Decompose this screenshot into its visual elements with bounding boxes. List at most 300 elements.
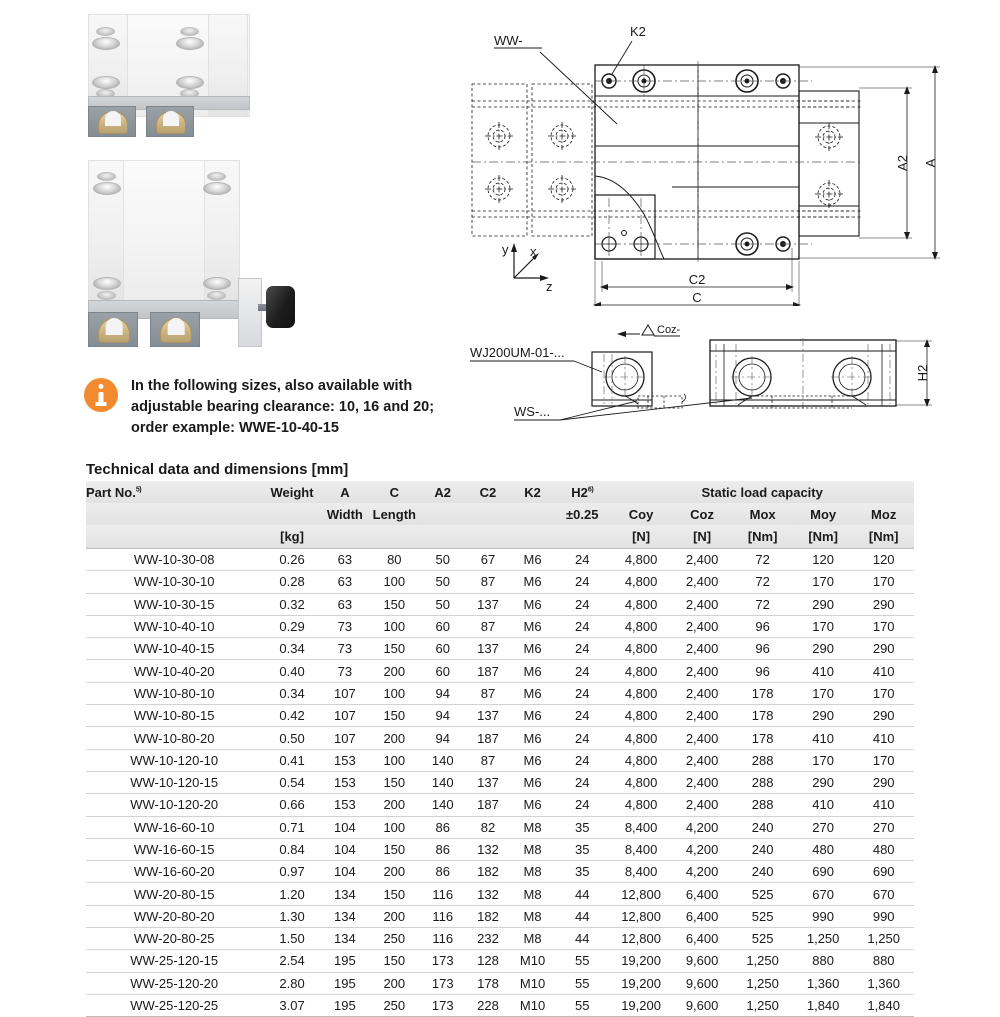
cell-moz: 120 [853,549,914,571]
cell-moy: 1,840 [793,994,854,1016]
cell-moz: 410 [853,660,914,682]
cell-a2: 86 [421,838,465,860]
cell-weight: 0.42 [262,705,321,727]
cell-moz: 290 [853,771,914,793]
cell-part-no: WW-25-120-25 [86,994,262,1016]
table-row [86,705,914,727]
cell-coy: 4,800 [610,593,672,615]
product-photo-with-clamp [88,160,318,345]
drawing-label-a: A [923,158,938,168]
cell-weight: 0.28 [262,571,321,593]
cell-c2: 137 [465,771,511,793]
cell-a: 63 [322,549,368,571]
drawing-label-c2: C2 [688,272,706,287]
cell-c2: 187 [465,794,511,816]
cell-c: 200 [368,905,421,927]
cell-c2: 182 [465,861,511,883]
cell-c2: 132 [465,838,511,860]
screw-hole [207,291,226,300]
column-unit-blank [86,525,262,549]
cell-coy: 4,800 [610,749,672,771]
column-unit-moy: [Nm] [793,525,854,549]
cell-mox: 288 [732,771,793,793]
cell-mox: 96 [732,660,793,682]
cell-h2: 35 [554,861,610,883]
cell-part-no: WW-10-80-10 [86,682,262,704]
cell-c2: 87 [465,749,511,771]
cell-k2: M6 [511,638,554,660]
table-row [86,549,914,571]
cell-h2: 24 [554,615,610,637]
cell-weight: 0.26 [262,549,321,571]
cell-coz: 2,400 [672,615,733,637]
carriage-foot-left [88,106,136,137]
column-unit-blank [511,525,554,549]
cell-c: 80 [368,549,421,571]
cell-coy: 4,800 [610,660,672,682]
cell-c2: 87 [465,615,511,637]
cell-k2: M6 [511,682,554,704]
cell-weight: 0.32 [262,593,321,615]
cell-c: 100 [368,571,421,593]
cell-k2: M6 [511,571,554,593]
table-row [86,883,914,905]
screw-hole [96,27,115,36]
cell-c2: 87 [465,682,511,704]
column-group-header-static-load-capacity: Static load capacity [610,481,914,503]
cell-moz: 1,250 [853,928,914,950]
cell-mox: 72 [732,593,793,615]
column-header-k2: K2 [511,481,554,503]
cell-weight: 0.29 [262,615,321,637]
cell-coy: 4,800 [610,794,672,816]
screw-hole [180,27,199,36]
cell-a: 104 [322,861,368,883]
cell-part-no: WW-20-80-25 [86,928,262,950]
cell-coz: 2,400 [672,660,733,682]
cell-coy: 19,200 [610,994,672,1016]
cell-weight: 0.34 [262,638,321,660]
cell-h2: 44 [554,928,610,950]
info-note-line: In the following sizes, also available with [131,378,413,394]
cell-c2: 137 [465,593,511,615]
cell-c: 100 [368,749,421,771]
drawing-label-axis-z: z [546,279,553,294]
cell-moz: 410 [853,727,914,749]
screw-hole [97,172,116,181]
cell-moy: 690 [793,861,854,883]
cell-coz: 2,400 [672,771,733,793]
cell-c: 250 [368,928,421,950]
cell-k2: M8 [511,883,554,905]
cell-mox: 72 [732,549,793,571]
cell-c2: 67 [465,549,511,571]
cell-k2: M6 [511,549,554,571]
cell-coy: 4,800 [610,682,672,704]
cell-coz: 2,400 [672,727,733,749]
cell-a: 195 [322,950,368,972]
cell-part-no: WW-25-120-20 [86,972,262,994]
cell-a2: 60 [421,638,465,660]
table-row [86,615,914,637]
cell-h2: 24 [554,571,610,593]
cell-moy: 990 [793,905,854,927]
column-subheader-blank [262,503,321,525]
table-row [86,928,914,950]
cell-coy: 4,800 [610,705,672,727]
cell-a2: 94 [421,682,465,704]
drawing-label-h2: H2 [915,364,930,382]
drawing-label-k2: K2 [630,24,646,39]
cell-mox: 72 [732,571,793,593]
cell-c2: 87 [465,571,511,593]
cell-moz: 1,840 [853,994,914,1016]
cell-mox: 525 [732,883,793,905]
cell-a: 153 [322,794,368,816]
cell-moz: 410 [853,794,914,816]
cell-coz: 4,200 [672,861,733,883]
cell-c: 150 [368,705,421,727]
cell-c: 150 [368,838,421,860]
column-subheader-moy: Moy [793,503,854,525]
column-unit-blank [465,525,511,549]
cell-c: 200 [368,660,421,682]
cell-c: 100 [368,682,421,704]
carriage-foot-right [150,312,200,347]
cell-a: 63 [322,571,368,593]
cell-a2: 140 [421,749,465,771]
cell-k2: M8 [511,861,554,883]
cell-mox: 96 [732,638,793,660]
screw-hole [93,277,121,290]
cell-moy: 170 [793,571,854,593]
cell-mox: 178 [732,682,793,704]
cell-c2: 187 [465,727,511,749]
cell-c2: 82 [465,816,511,838]
cell-mox: 525 [732,905,793,927]
table-row [86,771,914,793]
column-unit-coz: [N] [672,525,733,549]
cell-h2: 44 [554,883,610,905]
cell-coy: 4,800 [610,615,672,637]
cell-c2: 228 [465,994,511,1016]
cell-c: 200 [368,794,421,816]
cell-moy: 170 [793,682,854,704]
cell-coy: 12,800 [610,928,672,950]
screw-hole [207,172,226,181]
cell-coz: 2,400 [672,705,733,727]
table-row [86,749,914,771]
screw-hole [176,76,204,89]
table-row [86,905,914,927]
cell-moz: 670 [853,883,914,905]
cell-weight: 0.34 [262,682,321,704]
screw-hole [97,291,116,300]
cell-part-no: WW-10-120-20 [86,794,262,816]
cell-moz: 170 [853,749,914,771]
technical-drawing-section-view [452,308,992,428]
column-subheader-length: Length [368,503,421,525]
technical-drawing-top-view [452,6,992,306]
bronze-bushing [160,318,192,344]
cell-k2: M6 [511,771,554,793]
cell-a2: 86 [421,861,465,883]
cell-moy: 1,250 [793,928,854,950]
cell-c2: 137 [465,638,511,660]
cell-a2: 116 [421,928,465,950]
cell-moz: 170 [853,682,914,704]
cell-a2: 94 [421,727,465,749]
cell-part-no: WW-10-40-20 [86,660,262,682]
cell-mox: 240 [732,838,793,860]
cell-part-no: WW-10-40-15 [86,638,262,660]
cell-coz: 2,400 [672,549,733,571]
cell-mox: 1,250 [732,972,793,994]
cell-weight: 1.30 [262,905,321,927]
carriage-foot-right [146,106,194,137]
cell-a: 73 [322,660,368,682]
cell-a2: 60 [421,660,465,682]
column-subheader-coy: Coy [610,503,672,525]
cell-h2: 55 [554,972,610,994]
cell-c: 100 [368,816,421,838]
cell-a2: 50 [421,549,465,571]
column-header-c: C [368,481,421,503]
drawing-label-axis-y: y [502,242,509,257]
cell-c: 200 [368,972,421,994]
cell-c: 150 [368,771,421,793]
cell-weight: 0.84 [262,838,321,860]
cell-moy: 120 [793,549,854,571]
info-note-line: adjustable bearing clearance: 10, 16 and 20; [131,399,435,415]
cell-moy: 170 [793,749,854,771]
column-subheader-coz: Coz [672,503,733,525]
cell-part-no: WW-16-60-20 [86,861,262,883]
cell-mox: 178 [732,727,793,749]
cell-k2: M8 [511,928,554,950]
table-row [86,950,914,972]
cell-moy: 410 [793,660,854,682]
cell-moy: 410 [793,794,854,816]
screw-hole [176,37,204,50]
column-unit-weight: [kg] [262,525,321,549]
cell-a: 63 [322,593,368,615]
cell-moy: 290 [793,705,854,727]
cell-moy: 480 [793,838,854,860]
cell-h2: 24 [554,682,610,704]
cell-moz: 290 [853,638,914,660]
cell-coy: 8,400 [610,838,672,860]
cell-weight: 0.71 [262,816,321,838]
cell-a: 134 [322,928,368,950]
cell-c: 150 [368,593,421,615]
column-subheader-blank [421,503,465,525]
cell-coz: 2,400 [672,638,733,660]
cell-coy: 12,800 [610,883,672,905]
cell-c2: 132 [465,883,511,905]
cell-part-no: WW-10-80-15 [86,705,262,727]
cell-coz: 2,400 [672,593,733,615]
cell-a: 73 [322,638,368,660]
cell-k2: M6 [511,593,554,615]
cell-coy: 8,400 [610,816,672,838]
cell-h2: 24 [554,549,610,571]
cell-mox: 178 [732,705,793,727]
cell-coz: 2,400 [672,571,733,593]
cell-c: 100 [368,615,421,637]
cell-mox: 288 [732,749,793,771]
cell-h2: 55 [554,950,610,972]
cell-part-no: WW-10-30-15 [86,593,262,615]
cell-k2: M10 [511,972,554,994]
cell-h2: 24 [554,771,610,793]
cell-coy: 4,800 [610,771,672,793]
cell-c2: 137 [465,705,511,727]
cell-k2: M6 [511,727,554,749]
cell-a2: 116 [421,905,465,927]
column-unit-mox: [Nm] [732,525,793,549]
screw-hole [92,76,120,89]
cell-coz: 9,600 [672,994,733,1016]
cell-weight: 2.54 [262,950,321,972]
cell-a: 134 [322,905,368,927]
cell-weight: 0.50 [262,727,321,749]
table-row [86,682,914,704]
screw-hole [203,277,231,290]
cell-c2: 128 [465,950,511,972]
cell-coy: 19,200 [610,950,672,972]
cell-mox: 240 [732,816,793,838]
cell-coz: 4,200 [672,816,733,838]
cell-h2: 24 [554,705,610,727]
cell-weight: 0.54 [262,771,321,793]
info-note-line: order example: WWE-10-40-15 [131,420,339,436]
cell-coz: 6,400 [672,883,733,905]
cell-c: 200 [368,861,421,883]
cell-mox: 288 [732,794,793,816]
bronze-bushing [156,111,187,134]
cell-k2: M6 [511,660,554,682]
cell-coz: 2,400 [672,749,733,771]
column-header-h2: H2$^{6)}$ [554,481,610,503]
cell-h2: 55 [554,994,610,1016]
cell-part-no: WW-10-30-08 [86,549,262,571]
cell-moz: 290 [853,705,914,727]
table-row [86,861,914,883]
cell-h2: 24 [554,660,610,682]
cell-part-no: WW-10-120-10 [86,749,262,771]
table-header [86,481,914,549]
column-header-c2: C2 [465,481,511,503]
cell-part-no: WW-10-40-10 [86,615,262,637]
cell-moz: 690 [853,861,914,883]
cell-k2: M6 [511,705,554,727]
column-unit-blank [322,525,368,549]
cell-a: 104 [322,838,368,860]
column-subheader-blank [86,503,262,525]
info-note [84,376,484,439]
info-note-text [131,376,434,439]
column-subheader-blank [511,503,554,525]
cell-part-no: WW-25-120-15 [86,950,262,972]
cell-c2: 178 [465,972,511,994]
cell-h2: 24 [554,638,610,660]
cell-a2: 116 [421,883,465,905]
screw-hole [203,182,231,195]
cell-coy: 8,400 [610,861,672,883]
cell-coy: 4,800 [610,638,672,660]
cell-a2: 173 [421,950,465,972]
cell-coz: 2,400 [672,794,733,816]
table-row [86,593,914,615]
table-row [86,816,914,838]
cell-a: 107 [322,727,368,749]
cell-moy: 880 [793,950,854,972]
cell-a: 73 [322,615,368,637]
cell-a: 153 [322,749,368,771]
cell-c2: 182 [465,905,511,927]
cell-mox: 1,250 [732,950,793,972]
cell-moz: 170 [853,615,914,637]
cell-h2: 24 [554,749,610,771]
cell-coz: 2,400 [672,682,733,704]
cell-moy: 1,360 [793,972,854,994]
cell-coz: 9,600 [672,972,733,994]
cell-h2: 35 [554,816,610,838]
column-unit-coy: [N] [610,525,672,549]
cell-coz: 6,400 [672,905,733,927]
table-row [86,571,914,593]
cell-c: 150 [368,638,421,660]
product-photo-front-view [88,14,248,144]
cell-moy: 270 [793,816,854,838]
table-row [86,727,914,749]
cell-moy: 290 [793,638,854,660]
cell-a: 107 [322,682,368,704]
column-subheader-h2-tolerance: ±0.25 [554,503,610,525]
cell-a: 195 [322,994,368,1016]
table-row [86,660,914,682]
cell-moz: 290 [853,593,914,615]
column-header-weight: Weight [262,481,321,503]
cell-a2: 173 [421,972,465,994]
cell-weight: 0.40 [262,660,321,682]
cell-a: 104 [322,816,368,838]
cell-k2: M6 [511,749,554,771]
cell-a2: 140 [421,794,465,816]
cell-h2: 24 [554,727,610,749]
cell-weight: 0.97 [262,861,321,883]
cell-c: 250 [368,994,421,1016]
cell-part-no: WW-10-120-15 [86,771,262,793]
technical-data-table [86,481,914,1017]
cell-moz: 480 [853,838,914,860]
table-row [86,972,914,994]
cell-coy: 4,800 [610,727,672,749]
cell-k2: M8 [511,905,554,927]
cell-moy: 410 [793,727,854,749]
adjustable-clamp-block [238,278,262,347]
cell-a2: 94 [421,705,465,727]
column-header-part-no: Part No.$^{5)}$ [86,481,262,503]
column-unit-blank [421,525,465,549]
cell-k2: M10 [511,994,554,1016]
column-subheader-blank [465,503,511,525]
table-row [86,838,914,860]
cell-a2: 140 [421,771,465,793]
cell-coy: 19,200 [610,972,672,994]
cell-weight: 0.66 [262,794,321,816]
